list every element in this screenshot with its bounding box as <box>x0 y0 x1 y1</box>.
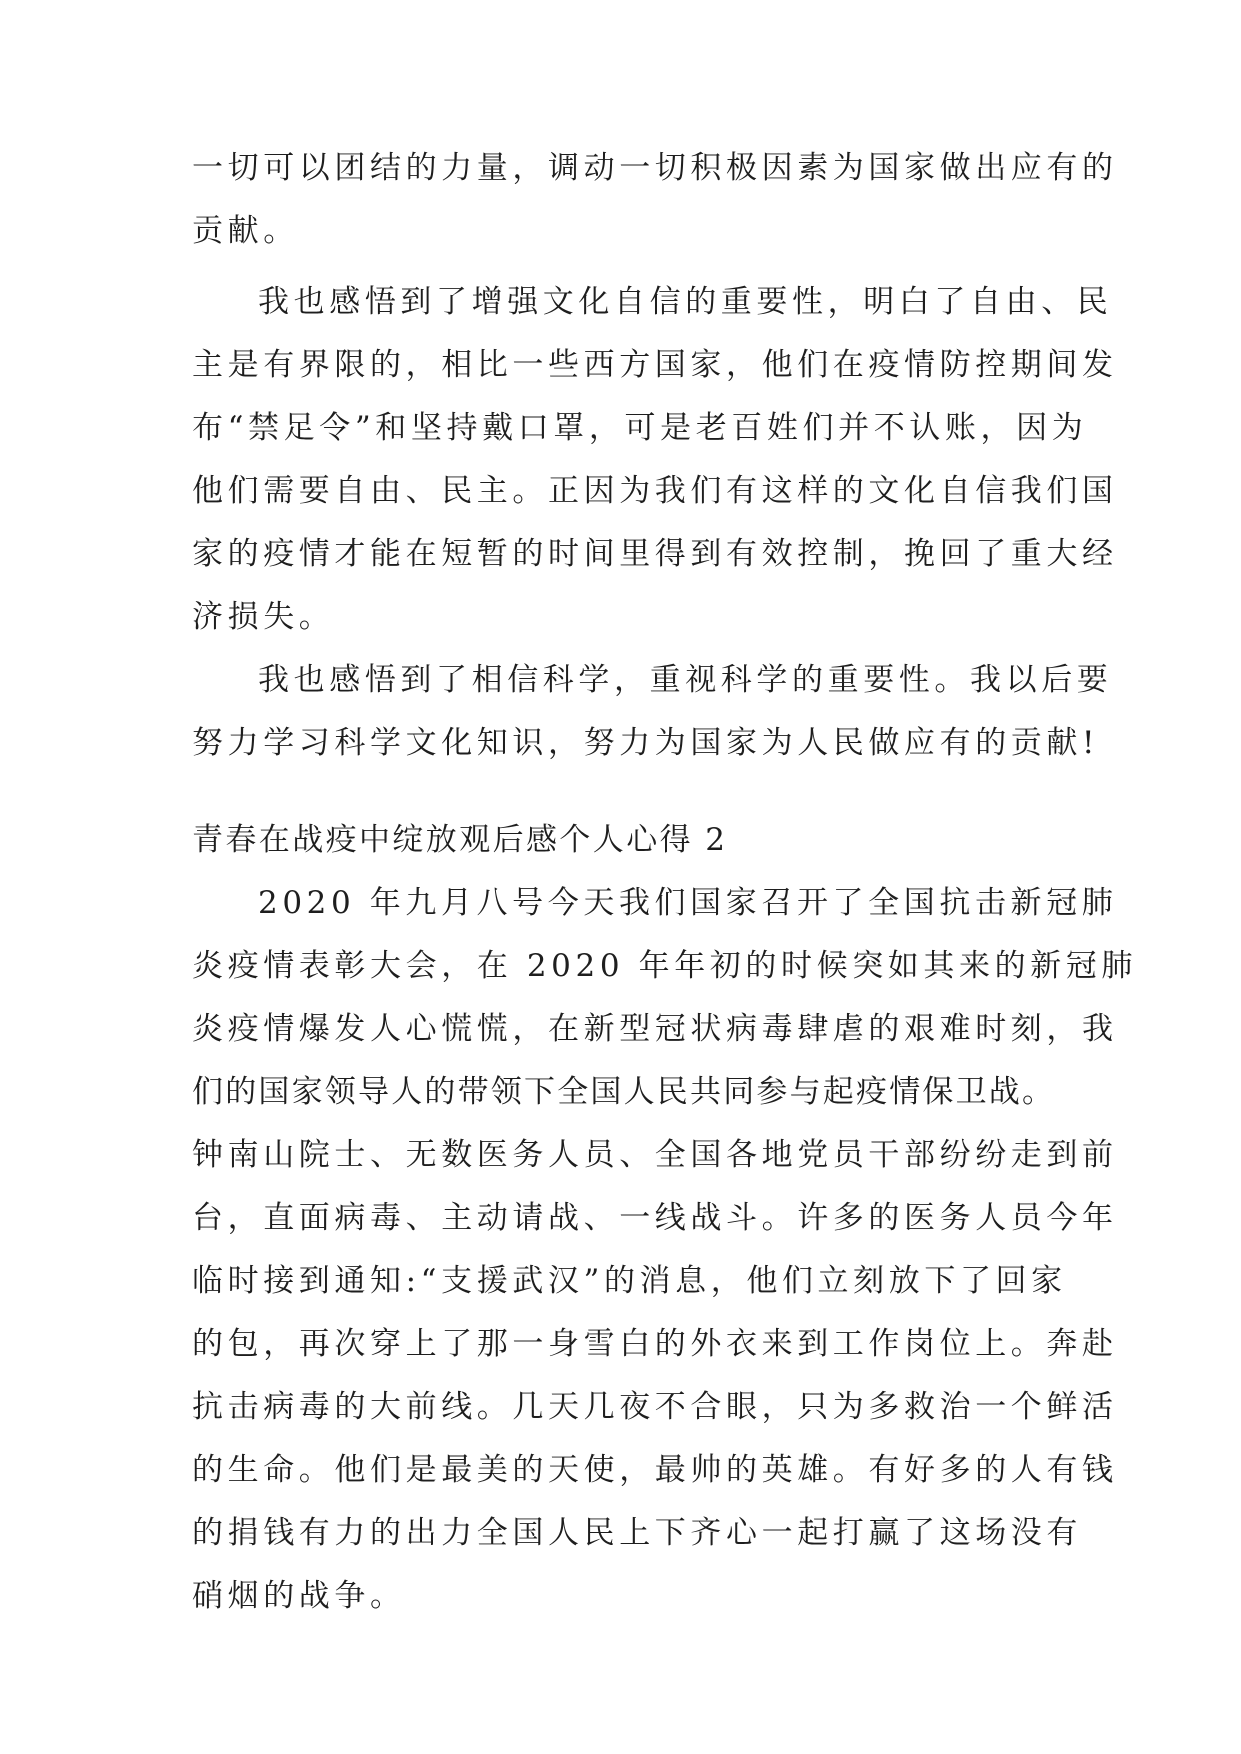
paragraph-first-line: 我也感悟到了相信科学，重视科学的重要性。我以后要 <box>258 662 1113 698</box>
paragraph-line: 的生命。他们是最美的天使，最帅的英雄。有好多的人有钱 <box>192 1452 1118 1488</box>
paragraph-line: 钟南山院士、无数医务人员、全国各地党员干部纷纷走到前 <box>192 1137 1118 1173</box>
paragraph-line: 炎疫情表彰大会，在 2020 年年初的时候突如其来的新冠肺 <box>192 948 1137 984</box>
paragraph-line: 济损失。 <box>192 599 335 635</box>
paragraph-line: 硝烟的战争。 <box>192 1578 406 1614</box>
paragraph-line: 的包，再次穿上了那一身雪白的外衣来到工作岗位上。奔赴 <box>192 1326 1118 1362</box>
paragraph-first-line: 我也感悟到了增强文化自信的重要性，明白了自由、民 <box>258 284 1113 320</box>
section-heading: 青春在战疫中绽放观后感个人心得 2 <box>192 822 728 858</box>
paragraph-line: 努力学习科学文化知识，努力为国家为人民做应有的贡献! <box>192 725 1100 761</box>
paragraph-line: 贡献。 <box>192 213 299 249</box>
paragraph-line: 布“禁足令”和坚持戴口罩，可是老百姓们并不认账，因为 <box>192 410 1088 446</box>
paragraph-first-line: 2020 年九月八号今天我们国家召开了全国抗击新冠肺 <box>258 885 1118 921</box>
paragraph-line: 炎疫情爆发人心慌慌，在新型冠状病毒肆虐的艰难时刻，我 <box>192 1011 1118 1047</box>
paragraph-line: 主是有界限的，相比一些西方国家，他们在疫情防控期间发 <box>192 347 1118 383</box>
paragraph-line: 抗击病毒的大前线。几天几夜不合眼，只为多救治一个鲜活 <box>192 1389 1118 1425</box>
paragraph-line: 一切可以团结的力量，调动一切积极因素为国家做出应有的 <box>192 150 1118 186</box>
paragraph-line: 台，直面病毒、主动请战、一线战斗。许多的医务人员今年 <box>192 1200 1118 1236</box>
paragraph-line: 们的国家领导人的带领下全国人民共同参与起疫情保卫战。 <box>192 1074 1056 1110</box>
paragraph-line: 家的疫情才能在短暂的时间里得到有效控制，挽回了重大经 <box>192 536 1118 572</box>
paragraph-line: 的捐钱有力的出力全国人民上下齐心一起打赢了这场没有 <box>192 1515 1082 1551</box>
paragraph-line: 临时接到通知:“支援武汉”的消息，他们立刻放下了回家 <box>192 1263 1067 1299</box>
paragraph-line: 他们需要自由、民主。正因为我们有这样的文化自信我们国 <box>192 473 1118 509</box>
